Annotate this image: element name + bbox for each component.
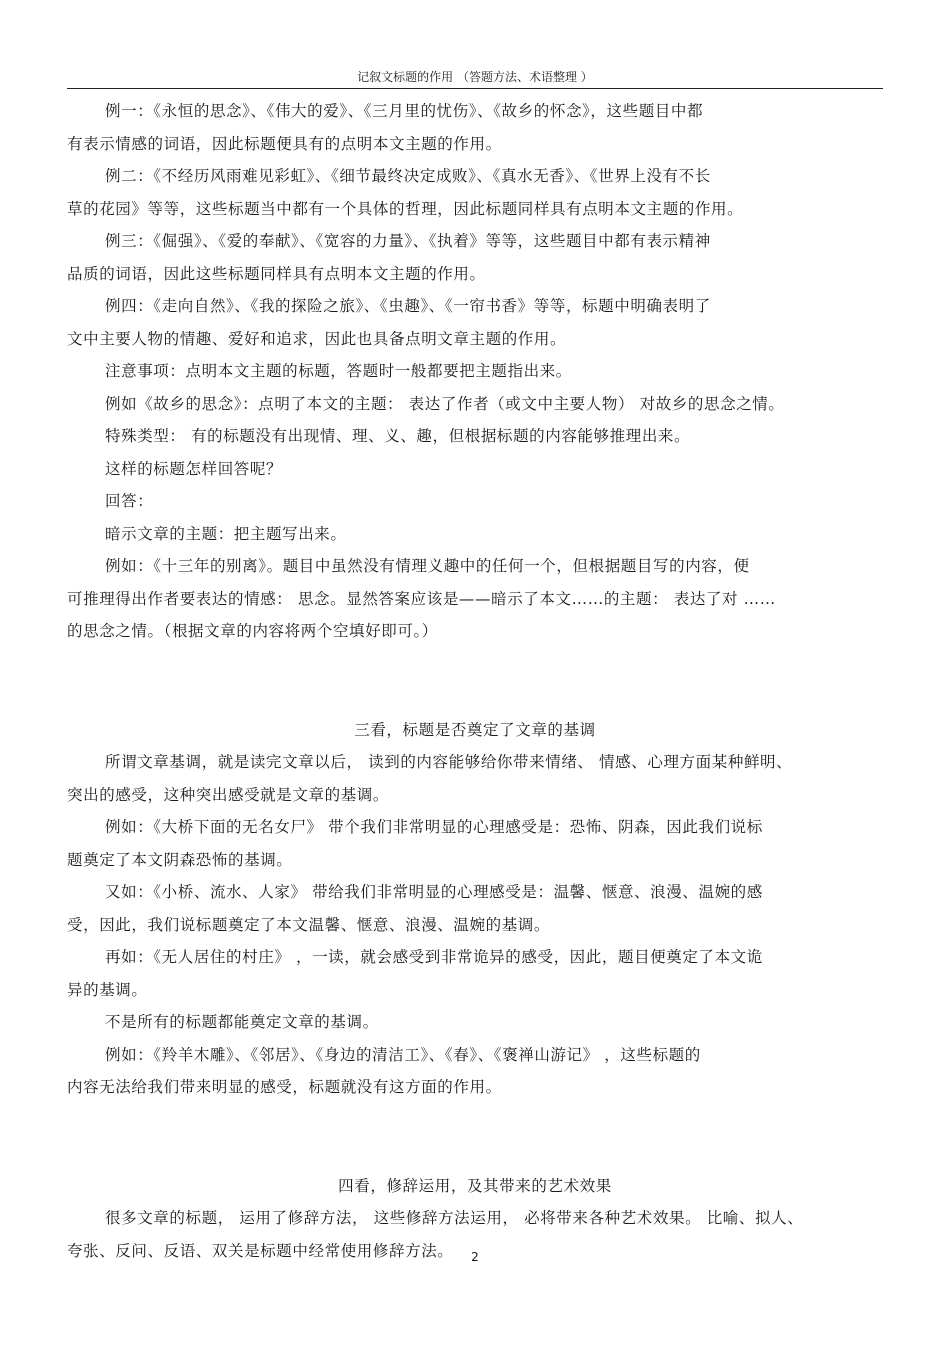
paragraph-line: 有表示情感的词语，因此标题便具有的点明本文主题的作用。 — [67, 134, 502, 153]
paragraph-line: 例如：《大桥下面的无名女尸》 带个我们非常明显的心理感受是：恐怖、阴森，因此我们说标 — [105, 818, 763, 836]
paragraph-line: 这样的标题怎样回答呢？ — [105, 459, 283, 478]
paragraph-line: 突出的感受，这种突出感受就是文章的基调。 — [67, 785, 390, 804]
paragraph-line: 例如《故乡的思念》：点明了本文的主题： 表达了作者（或文中主要人物） 对故乡的思念之情。 — [105, 394, 785, 413]
paragraph-line: 题奠定了本文阴森恐怖的基调。 — [67, 850, 293, 869]
paragraph-line: 夸张、反问、反语、双关是标题中经常使用修辞方法。 — [67, 1241, 454, 1260]
paragraph-line: 草的花园》等等，这些标题当中都有一个具体的哲理，因此标题同样具有点明本文主题的作用。 — [67, 199, 744, 218]
page-number: 2 — [471, 1250, 479, 1264]
paragraph-line: 不是所有的标题都能奠定文章的基调。 — [105, 1013, 379, 1031]
paragraph-line: 例三：《倔强》、《爱的奉献》、《宽容的力量》、《执着》等等，这些题目中都有表示精神 — [105, 232, 711, 250]
paragraph-line: 暗示文章的主题：把主题写出来。 — [105, 524, 347, 543]
paragraph-line: 例二：《不经历风雨难见彩虹》、《细节最终决定成败》、《真水无香》、《世界上没有不长 — [105, 167, 711, 185]
paragraph-line: 注意事项：点明本文主题的标题，答题时一般都要把主题指出来。 — [105, 362, 572, 380]
paragraph-line: 特殊类型： 有的标题没有出现情、理、义、趣，但根据标题的内容能够推理出来。 — [105, 427, 691, 445]
paragraph-line: 异的基调。 — [67, 980, 148, 999]
paragraph-line: 回答： — [105, 492, 154, 510]
paragraph-line: 文中主要人物的情趣、爱好和追求，因此也具备点明文章主题的作用。 — [67, 329, 567, 348]
paragraph-line: 内容无法给我们带来明显的感受，标题就没有这方面的作用。 — [67, 1078, 502, 1096]
paragraph-line: 很多文章的标题， 运用了修辞方法， 这些修辞方法运用， 必将带来各种艺术效果。 比喻、拟人、 — [105, 1209, 804, 1227]
paragraph-line: 受，因此，我们说标题奠定了本文温馨、惬意、浪漫、温婉的基调。 — [67, 915, 551, 934]
paragraph-line: 例如：《羚羊木雕》、《邻居》、《身边的清洁工》、《春》、《褒禅山游记》 ，这些标题的 — [105, 1045, 701, 1064]
paragraph-line: 例四：《走向自然》、《我的探险之旅》、《虫趣》、《一帘书香》等等，标题中明确表明了 — [105, 297, 711, 315]
section-heading: 三看，标题是否奠定了文章的基调 — [354, 720, 596, 739]
paragraph-line: 可推理得出作者要表达的情感： 思念。显然答案应该是——暗示了本文……的主题： 表达了对 …… — [67, 589, 776, 608]
page-header — [67, 66, 883, 89]
section-heading: 四看，修辞运用，及其带来的艺术效果 — [338, 1176, 612, 1195]
paragraph-line: 所谓文章基调，就是读完文章以后， 读到的内容能够给你带来情绪、 情感、心理方面某种鲜明、 — [105, 753, 793, 771]
paragraph-line: 例如：《十三年的别离》。题目中虽然没有情理义趣中的任何一个，但根据题目写的内容，便 — [105, 557, 750, 575]
paragraph-line: 再如：《无人居住的村庄》 ，一读，就会感受到非常诡异的感受，因此，题目便奠定了本文诡 — [105, 948, 763, 966]
paragraph-line: 品质的词语，因此这些标题同样具有点明本文主题的作用。 — [67, 264, 486, 283]
header-title: 记叙文标题的作用 （答题方法、术语整理 ） — [357, 70, 593, 84]
paragraph-line: 例一：《永恒的思念》、《伟大的爱》、《三月里的忧伤》、《故乡的怀念》，这些题目中都 — [105, 102, 704, 120]
paragraph-line: 的思念之情。（根据文章的内容将两个空填好即可。） — [67, 622, 438, 640]
paragraph-line: 又如：《小桥、流水、人家》 带给我们非常明显的心理感受是：温馨、惬意、浪漫、温婉的感 — [105, 883, 763, 901]
document-body — [67, 95, 883, 1267]
